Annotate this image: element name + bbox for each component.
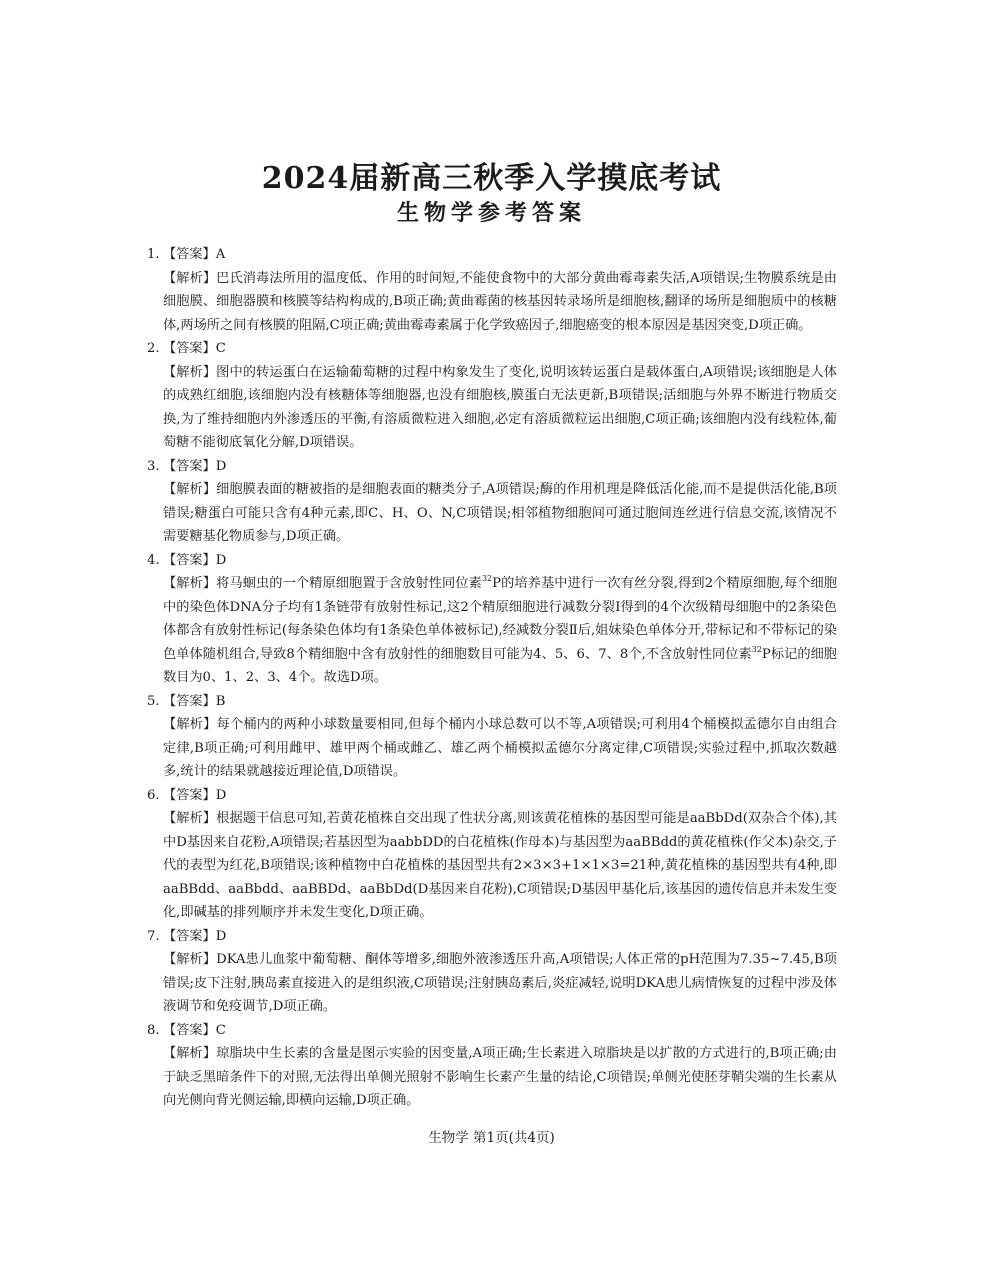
explanation-text bbox=[147, 572, 837, 690]
page-footer: 生物学 第1页(共4页) bbox=[428, 1130, 555, 1146]
answer-label: 【答案】C bbox=[163, 341, 226, 356]
explanation-text: 【解析】每个桶内的两种小球数量要相同,但每个桶内小球总数可以不等,A项错误;可利用4个桶模拟孟德尔自由组合定律,B项正确;可利用雌甲、雄甲两个桶或雌乙、雄乙两个桶模拟孟德尔分离定律,C项错误;实验过程中,抓取次数越多,统计的结果就越接近理论值,D项错误。 bbox=[163, 717, 837, 779]
answer-item-8 bbox=[147, 1019, 837, 1113]
explanation-text: 【解析】DKA患儿血浆中葡萄糖、酮体等增多,细胞外液渗透压升高,A项错误;人体正常的pH范围为7.35~7.45,B项错误;皮下注射,胰岛素直接进入的是组织液,C项错误;注射胰岛素后,炎症减轻,说明DKA患儿病情恢复的过程中涉及体液调节和免疫调节,D项正确。 bbox=[163, 952, 837, 1014]
page-title: 2024届新高三秋季入学摸底考试 bbox=[261, 161, 722, 196]
explanation-text: 【解析】巴氏消毒法所用的温度低、作用的时间短,不能使食物中的大部分黄曲霉毒素失活,A项错误;生物膜系统是由细胞膜、细胞器膜和核膜等结构构成的,B项正确;黄曲霉菌的核基因转录场所是细胞核,翻译的场所是细胞质中的核糖体,两场所之间有核膜的阻隔,C项正确;黄曲霉毒素属于化学致癌因子,细胞癌变的根本原因是基因突变,D项正确。 bbox=[163, 270, 837, 333]
answer-label: 【答案】D bbox=[163, 928, 227, 944]
answer-list bbox=[147, 243, 837, 1113]
item-number: 1. bbox=[147, 247, 160, 262]
answer-item-4 bbox=[147, 549, 837, 690]
answer-item-5 bbox=[147, 690, 837, 784]
item-number: 5. bbox=[147, 693, 160, 709]
item-number: 7. bbox=[147, 928, 160, 944]
explanation-text: 【解析】根据题干信息可知,若黄花植株自交出现了性状分离,则该黄花植株的基因型可能是aaBbDd(双杂合个体),其中D基因来自花粉,A项错误;若基因型为aabbDD的白花植株(作母本)与基因型为aaBBdd的黄花植株(作父本)杂交,子代的表型为红花,B项错误;该种植物中白花植株的基因型共有2×3×3+1×1×3=21种,黄花植株的基因型共有4种,即aaBBdd、aaBbdd、aaBBDd、aaBbDd(D基因来自花粉),C项错误;D基因甲基化后,该基因的遗传信息并未发生变化,即碱基的排列顺序并未发生变化,D项正确。 bbox=[163, 811, 837, 920]
answer-item-6 bbox=[147, 784, 837, 925]
item-number: 2. bbox=[147, 341, 160, 356]
explanation-text: 【解析】细胞膜表面的糖被指的是细胞表面的糖类分子,A项错误;酶的作用机理是降低活化能,而不是提供活化能,B项错误;糖蛋白可能只含有4种元素,即C、H、O、N,C项错误;相邻植物细胞间可通过胞间连丝进行信息交流,该情况不需要糖基化物质参与,D项正确。 bbox=[163, 482, 837, 544]
explanation-text: 【解析】琼脂块中生长素的含量是图示实验的因变量,A项正确;生长素进入琼脂块是以扩散的方式进行的,B项正确;由于缺乏黑暗条件下的对照,无法得出单侧光照射不影响生长素产生量的结论,C项错误;单侧光使胚芽鞘尖端的生长素从向光侧向背光侧运输,即横向运输,D项正确。 bbox=[163, 1046, 837, 1108]
item-number: 8. bbox=[147, 1022, 160, 1038]
isotope-superscript: 32 bbox=[481, 574, 493, 583]
isotope-superscript: 32 bbox=[751, 644, 762, 654]
answer-item-7 bbox=[147, 925, 837, 1019]
answer-label: 【答案】D bbox=[163, 552, 227, 568]
explanation-text: 【解析】图中的转运蛋白在运输葡萄糖的过程中构象发生了变化,说明该转运蛋白是载体蛋白,A项错误;该细胞是人体的成熟红细胞,该细胞内没有核糖体等细胞器,也没有细胞核,膜蛋白无法更新,B项错误;活细胞与外界不断进行物质交换,为了维持细胞内外渗透压的平衡,有溶质微粒进入细胞,必定有溶质微粒运出细胞,C项正确;该细胞内没有线粒体,葡萄糖不能彻底氧化分解,D项错误。 bbox=[163, 364, 837, 450]
answer-label: 【答案】A bbox=[163, 247, 226, 262]
page-subtitle: 生物学参考答案 bbox=[396, 200, 586, 226]
answer-item-1 bbox=[147, 243, 837, 337]
explanation-part: P标记的细胞数目为0、1、2、3、4个。故选D项。 bbox=[163, 646, 837, 685]
answer-label: 【答案】D bbox=[163, 458, 227, 474]
answer-label: 【答案】D bbox=[163, 787, 227, 803]
item-number: 3. bbox=[147, 458, 160, 474]
answer-item-2 bbox=[147, 337, 837, 455]
explanation-part: 【解析】将马蛔虫的一个精原细胞置于含放射性同位素 bbox=[163, 576, 482, 591]
answer-item-3 bbox=[147, 455, 837, 549]
item-number: 6. bbox=[147, 787, 160, 803]
answer-label: 【答案】B bbox=[163, 693, 226, 709]
item-number: 4. bbox=[147, 552, 160, 568]
answer-label: 【答案】C bbox=[163, 1022, 226, 1038]
explanation-part: P的培养基中进行一次有丝分裂,得到2个精原细胞,每个细胞中的染色体DNA分子均有1条链带有放射性标记,这2个精原细胞进行减数分裂Ⅰ得到的4个次级精母细胞中的2条染色体都含有放射性标记(每条染色体均有1条染色单体被标记),经减数分裂Ⅱ后,姐妹染色单体分开,带标记和不带标记的染色单体随机组合,导致8个精细胞中含有放射性的细胞数目可能为4、5、6、7、8个,不含放射性同位素 bbox=[163, 576, 838, 662]
